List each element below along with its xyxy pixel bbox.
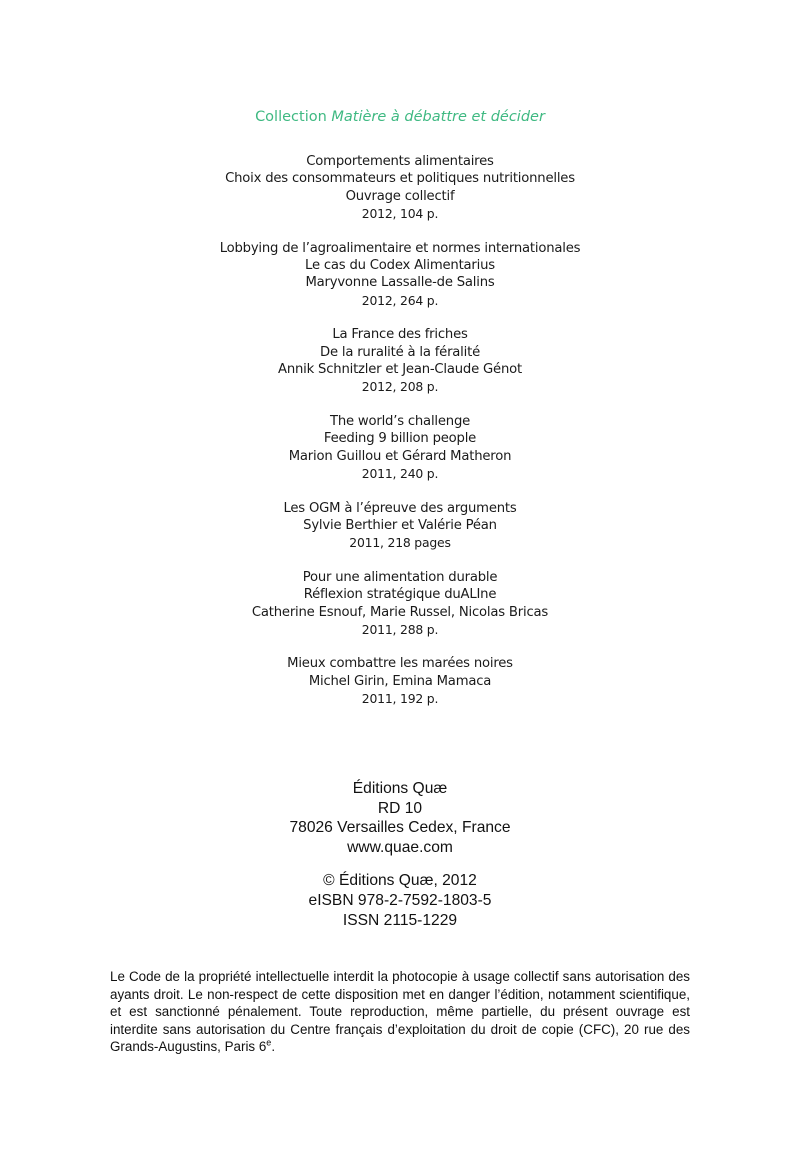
book-authors: Annik Schnitzler et Jean-Claude Génot: [278, 362, 522, 378]
book-pub-info: 2011, 288 p.: [361, 621, 439, 637]
book-entry: [0, 326, 800, 396]
collection-series-name: Matière à débattre et décider: [331, 109, 545, 125]
publisher-name: Éditions Quæ: [352, 780, 448, 797]
book-subtitle: Feeding 9 billion people: [323, 431, 477, 447]
collection-heading: [0, 106, 800, 128]
book-entry: [0, 153, 800, 223]
book-entry: [0, 500, 800, 552]
book-pub-info: 2011, 218 pages: [349, 535, 451, 551]
collection-prefix: Collection: [255, 109, 327, 125]
book-title: Mieux combattre les marées noires: [287, 656, 513, 672]
book-authors: Marion Guillou et Gérard Matheron: [288, 448, 512, 464]
book-subtitle: Le cas du Codex Alimentarius: [305, 258, 495, 274]
legal-notice-end: .: [271, 1039, 276, 1055]
publisher-website: www.quae.com: [347, 838, 453, 856]
book-title: Pour une alimentation durable: [302, 569, 498, 585]
spacer: [0, 857, 800, 871]
book-subtitle: Choix des consommateurs et politiques nutritionnelles: [225, 171, 575, 187]
publisher-road: RD 10: [377, 799, 423, 817]
book-title: Comportements alimentaires: [306, 154, 494, 169]
book-list: [0, 153, 800, 725]
book-pub-info: 2012, 104 p.: [361, 206, 439, 222]
book-entry: [0, 413, 800, 483]
publisher-city: 78026 Versailles Cedex, France: [289, 819, 511, 837]
book-authors: Michel Girin, Emina Mamaca: [308, 673, 492, 689]
legal-notice-text: Le Code de la propriété intellectuelle interdit la photocopie à usage collectif sans autorisation des ayants droit. Le non-respect de cette disposition met en danger l’édition, notamment scientifique, et est sanctionné pénalement. Toute reproduction, même partielle, du présent ouvrage est interdite sans autorisation du Centre français d’exploitation du droit de copie (CFC), 20 rue des Grands-Augustins, Paris 6: [110, 969, 690, 1055]
book-pub-info: 2012, 208 p.: [361, 379, 439, 395]
eisbn-line: eISBN 978-2-7592-1803-5: [308, 891, 492, 909]
book-pub-info: 2011, 240 p.: [361, 466, 439, 482]
book-authors: Sylvie Berthier et Valérie Péan: [303, 517, 497, 533]
book-pub-info: 2012, 264 p.: [361, 292, 439, 308]
book-pub-info: 2011, 192 p.: [361, 691, 439, 707]
publisher-block: [0, 779, 800, 930]
book-subtitle: De la ruralité à la féralité: [320, 344, 480, 360]
legal-notice: [110, 968, 690, 1056]
issn-line: ISSN 2115-1229: [342, 911, 458, 929]
book-entry: [0, 655, 800, 707]
book-title: The world’s challenge: [329, 413, 471, 429]
book-title: Lobbying de l’agroalimentaire et normes internationales: [219, 240, 581, 256]
book-title: Les OGM à l’épreuve des arguments: [283, 500, 517, 516]
copyright-line: © Éditions Quæ, 2012: [323, 872, 477, 890]
book-authors: Maryvonne Lassalle-de Salins: [305, 275, 495, 291]
book-authors: Ouvrage collectif: [345, 188, 455, 204]
book-authors: Catherine Esnouf, Marie Russel, Nicolas Bricas: [251, 604, 549, 620]
book-title: La France des friches: [332, 327, 468, 343]
book-entry: [0, 569, 800, 639]
legal-notice-superscript: e: [266, 1037, 272, 1048]
book-entry: [0, 240, 800, 310]
book-subtitle: Réflexion stratégique duALIne: [303, 587, 497, 603]
